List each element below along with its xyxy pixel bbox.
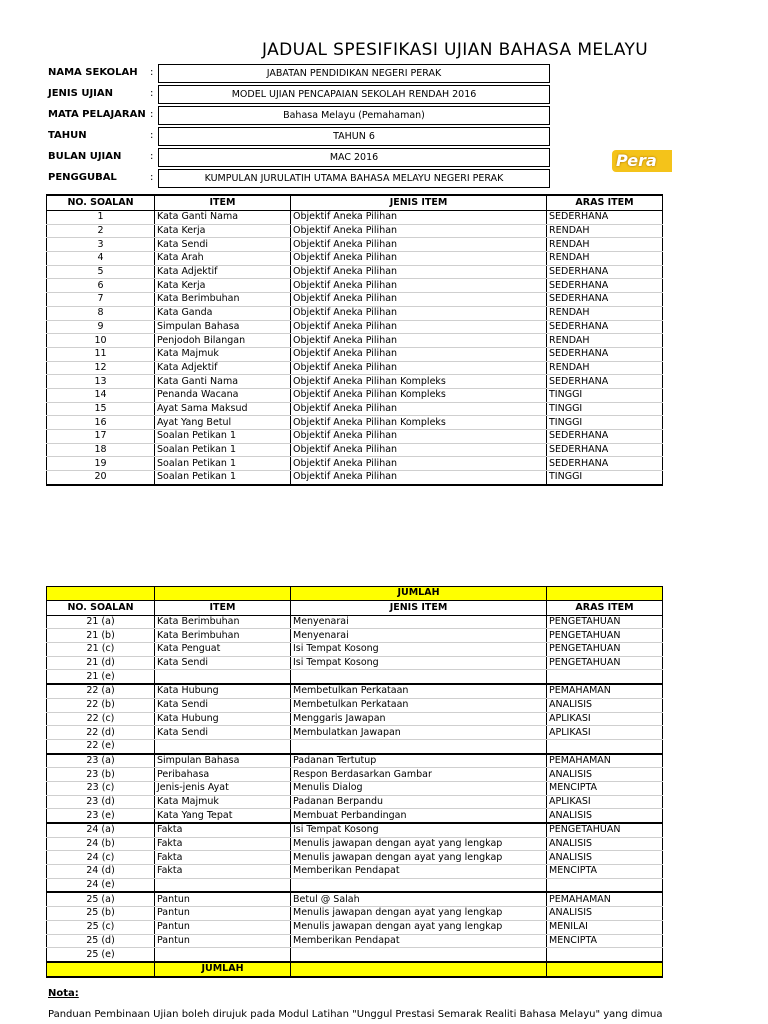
cell-aras-item: RENDAH bbox=[547, 361, 663, 375]
table-row bbox=[47, 375, 663, 389]
cell-no-soalan: 22 (e) bbox=[47, 739, 155, 753]
cell-item: Jenis-jenis Ayat bbox=[155, 781, 291, 795]
jumlah-label: JUMLAH bbox=[291, 587, 547, 601]
cell-no-soalan: 13 bbox=[47, 375, 155, 389]
cell-no-soalan: 12 bbox=[47, 361, 155, 375]
cell-jenis-item: Objektif Aneka Pilihan bbox=[291, 471, 547, 485]
cell-aras-item: MENCIPTA bbox=[547, 934, 663, 948]
cell-jenis-item: Objektif Aneka Pilihan bbox=[291, 320, 547, 334]
table-header-row bbox=[47, 195, 663, 211]
table-row bbox=[47, 643, 663, 657]
cell-jenis-item bbox=[291, 670, 547, 684]
cell-item: Pantun bbox=[155, 934, 291, 948]
table-row bbox=[47, 224, 663, 238]
cell-no-soalan: 15 bbox=[47, 402, 155, 416]
cell-aras-item: SEDERHANA bbox=[547, 320, 663, 334]
cell-aras-item: PENGETAHUAN bbox=[547, 615, 663, 629]
cell-item: Kata Sendi bbox=[155, 726, 291, 740]
cell-aras-item: PENGETAHUAN bbox=[547, 823, 663, 837]
cell-no-soalan: 24 (d) bbox=[47, 865, 155, 879]
cell-aras-item bbox=[547, 948, 663, 962]
cell-jenis-item: Objektif Aneka Pilihan bbox=[291, 361, 547, 375]
cell-aras-item: ANALISIS bbox=[547, 837, 663, 851]
table-row bbox=[47, 670, 663, 684]
cell-aras-item: ANALISIS bbox=[547, 809, 663, 823]
cell-aras-item: RENDAH bbox=[547, 334, 663, 348]
meta-label: PENGGUBAL bbox=[48, 172, 117, 183]
cell-no-soalan: 21 (e) bbox=[47, 670, 155, 684]
header-no-soalan: NO. SOALAN bbox=[47, 600, 155, 615]
meta-colon: : bbox=[150, 130, 154, 141]
cell-item: Kata Ganda bbox=[155, 306, 291, 320]
cell-no-soalan: 22 (d) bbox=[47, 726, 155, 740]
table-row bbox=[47, 656, 663, 670]
cell-aras-item: SEDERHANA bbox=[547, 265, 663, 279]
cell-item bbox=[155, 670, 291, 684]
cell-no-soalan: 21 (c) bbox=[47, 643, 155, 657]
cell-jenis-item bbox=[291, 878, 547, 892]
cell-no-soalan: 20 bbox=[47, 471, 155, 485]
cell-jenis-item: Memberikan Pendapat bbox=[291, 934, 547, 948]
cell-aras-item: MENCIPTA bbox=[547, 865, 663, 879]
cell-aras-item: SEDERHANA bbox=[547, 443, 663, 457]
table-row bbox=[47, 615, 663, 629]
cell-jenis-item: Isi Tempat Kosong bbox=[291, 656, 547, 670]
cell-aras-item: ANALISIS bbox=[547, 851, 663, 865]
cell-aras-item: APLIKASI bbox=[547, 712, 663, 726]
meta-colon: : bbox=[150, 151, 154, 162]
header-aras-item: ARAS ITEM bbox=[547, 600, 663, 615]
table-row bbox=[47, 279, 663, 293]
table-row bbox=[47, 347, 663, 361]
cell-aras-item: APLIKASI bbox=[547, 726, 663, 740]
cell-aras-item bbox=[547, 670, 663, 684]
cell-no-soalan: 18 bbox=[47, 443, 155, 457]
cell-aras-item: SEDERHANA bbox=[547, 293, 663, 307]
cell-no-soalan: 19 bbox=[47, 457, 155, 471]
table-row bbox=[47, 851, 663, 865]
cell-jenis-item: Menulis jawapan dengan ayat yang lengkap bbox=[291, 837, 547, 851]
cell-no-soalan: 21 (b) bbox=[47, 629, 155, 643]
table-row bbox=[47, 416, 663, 430]
meta-value: Bahasa Melayu (Pemahaman) bbox=[158, 106, 550, 125]
table-row bbox=[47, 443, 663, 457]
cell-jenis-item: Objektif Aneka Pilihan Kompleks bbox=[291, 416, 547, 430]
cell-item: Penanda Wacana bbox=[155, 388, 291, 402]
table-row bbox=[47, 754, 663, 768]
cell-jenis-item: Objektif Aneka Pilihan bbox=[291, 224, 547, 238]
cell-no-soalan: 14 bbox=[47, 388, 155, 402]
cell-jenis-item: Padanan Berpandu bbox=[291, 795, 547, 809]
cell-no-soalan: 24 (c) bbox=[47, 851, 155, 865]
cell-jenis-item: Menulis jawapan dengan ayat yang lengkap bbox=[291, 851, 547, 865]
jumlah-label: JUMLAH bbox=[155, 962, 291, 977]
table-row bbox=[47, 823, 663, 837]
cell-item: Kata Adjektif bbox=[155, 265, 291, 279]
table-row bbox=[47, 430, 663, 444]
cell-item: Pantun bbox=[155, 892, 291, 906]
cell-item: Ayat Sama Maksud bbox=[155, 402, 291, 416]
cell-jenis-item: Isi Tempat Kosong bbox=[291, 643, 547, 657]
cell-aras-item: TINGGI bbox=[547, 402, 663, 416]
cell-jenis-item: Memberikan Pendapat bbox=[291, 865, 547, 879]
meta-value: MODEL UJIAN PENCAPAIAN SEKOLAH RENDAH 2016 bbox=[158, 85, 550, 104]
cell-item: Soalan Petikan 1 bbox=[155, 430, 291, 444]
cell-item: Kata Majmuk bbox=[155, 347, 291, 361]
cell-jenis-item: Respon Berdasarkan Gambar bbox=[291, 768, 547, 782]
cell-item: Pantun bbox=[155, 920, 291, 934]
cell-jenis-item: Objektif Aneka Pilihan bbox=[291, 265, 547, 279]
cell-aras-item: ANALISIS bbox=[547, 698, 663, 712]
table-row bbox=[47, 907, 663, 921]
meta-value: MAC 2016 bbox=[158, 148, 550, 167]
table-row bbox=[47, 781, 663, 795]
cell-no-soalan: 24 (e) bbox=[47, 878, 155, 892]
cell-item: Pantun bbox=[155, 907, 291, 921]
cell-aras-item bbox=[547, 739, 663, 753]
cell-aras-item: MENILAI bbox=[547, 920, 663, 934]
cell-jenis-item: Objektif Aneka Pilihan bbox=[291, 430, 547, 444]
header-item: ITEM bbox=[155, 195, 291, 211]
cell-jenis-item: Membulatkan Jawapan bbox=[291, 726, 547, 740]
cell-aras-item: RENDAH bbox=[547, 252, 663, 266]
jumlah-row-bottom bbox=[47, 962, 663, 977]
meta-label: BULAN UJIAN bbox=[48, 151, 122, 162]
meta-colon: : bbox=[150, 109, 154, 120]
cell-no-soalan: 22 (c) bbox=[47, 712, 155, 726]
table-row bbox=[47, 252, 663, 266]
table-row bbox=[47, 471, 663, 485]
jumlah-row-top bbox=[47, 587, 663, 601]
cell-no-soalan: 22 (a) bbox=[47, 684, 155, 698]
header-jenis-item: JENIS ITEM bbox=[291, 195, 547, 211]
table-row bbox=[47, 892, 663, 906]
cell-item: Kata Sendi bbox=[155, 656, 291, 670]
cell-jenis-item bbox=[291, 948, 547, 962]
cell-no-soalan: 25 (b) bbox=[47, 907, 155, 921]
table-row bbox=[47, 306, 663, 320]
cell-aras-item: PEMAHAMAN bbox=[547, 684, 663, 698]
cell-aras-item: MENCIPTA bbox=[547, 781, 663, 795]
cell-aras-item: PENGETAHUAN bbox=[547, 643, 663, 657]
meta-value: TAHUN 6 bbox=[158, 127, 550, 146]
table-row bbox=[47, 712, 663, 726]
cell-aras-item: SEDERHANA bbox=[547, 430, 663, 444]
table-row bbox=[47, 698, 663, 712]
meta-label: JENIS UJIAN bbox=[48, 88, 113, 99]
nota-text: Panduan Pembinaan Ujian boleh dirujuk pada Modul Latihan "Unggul Prestasi Semarak Realiti Bahasa Melayu" yang dimua bbox=[48, 1009, 663, 1020]
cell-item: Kata Ganti Nama bbox=[155, 211, 291, 225]
header-item: ITEM bbox=[155, 600, 291, 615]
meta-value: JABATAN PENDIDIKAN NEGERI PERAK bbox=[158, 64, 550, 83]
cell-aras-item: RENDAH bbox=[547, 224, 663, 238]
cell-jenis-item: Padanan Tertutup bbox=[291, 754, 547, 768]
cell-aras-item: TINGGI bbox=[547, 416, 663, 430]
header-no-soalan: NO. SOALAN bbox=[47, 195, 155, 211]
cell-no-soalan: 7 bbox=[47, 293, 155, 307]
cell-jenis-item: Menyenarai bbox=[291, 629, 547, 643]
cell-item: Soalan Petikan 1 bbox=[155, 457, 291, 471]
cell-jenis-item: Objektif Aneka Pilihan bbox=[291, 238, 547, 252]
cell-item bbox=[155, 739, 291, 753]
cell-no-soalan: 10 bbox=[47, 334, 155, 348]
cell-item: Fakta bbox=[155, 865, 291, 879]
cell-no-soalan: 23 (c) bbox=[47, 781, 155, 795]
cell-no-soalan: 24 (a) bbox=[47, 823, 155, 837]
meta-colon: : bbox=[150, 172, 154, 183]
document-title: JADUAL SPESIFIKASI UJIAN BAHASA MELAYU bbox=[262, 40, 649, 60]
table-row bbox=[47, 320, 663, 334]
cell-no-soalan: 6 bbox=[47, 279, 155, 293]
cell-item: Kata Sendi bbox=[155, 698, 291, 712]
table-row bbox=[47, 726, 663, 740]
cell-jenis-item: Objektif Aneka Pilihan bbox=[291, 457, 547, 471]
cell-jenis-item: Objektif Aneka Pilihan bbox=[291, 334, 547, 348]
cell-aras-item: RENDAH bbox=[547, 306, 663, 320]
table-row bbox=[47, 238, 663, 252]
cell-no-soalan: 25 (c) bbox=[47, 920, 155, 934]
cell-jenis-item: Membetulkan Perkataan bbox=[291, 698, 547, 712]
cell-item: Kata Berimbuhan bbox=[155, 615, 291, 629]
cell-aras-item: APLIKASI bbox=[547, 795, 663, 809]
meta-colon: : bbox=[150, 67, 154, 78]
cell-jenis-item: Menggaris Jawapan bbox=[291, 712, 547, 726]
cell-jenis-item: Objektif Aneka Pilihan bbox=[291, 402, 547, 416]
table-row bbox=[47, 768, 663, 782]
meta-label: TAHUN bbox=[48, 130, 87, 141]
cell-no-soalan: 21 (a) bbox=[47, 615, 155, 629]
cell-item: Simpulan Bahasa bbox=[155, 754, 291, 768]
cell-jenis-item: Isi Tempat Kosong bbox=[291, 823, 547, 837]
cell-item: Kata Ganti Nama bbox=[155, 375, 291, 389]
cell-jenis-item: Menulis jawapan dengan ayat yang lengkap bbox=[291, 920, 547, 934]
table-row bbox=[47, 837, 663, 851]
cell-aras-item: SEDERHANA bbox=[547, 279, 663, 293]
table-row bbox=[47, 388, 663, 402]
cell-aras-item: TINGGI bbox=[547, 388, 663, 402]
cell-no-soalan: 4 bbox=[47, 252, 155, 266]
table-subjektif bbox=[46, 586, 663, 978]
cell-item: Peribahasa bbox=[155, 768, 291, 782]
cell-jenis-item: Objektif Aneka Pilihan bbox=[291, 443, 547, 457]
table-row bbox=[47, 865, 663, 879]
cell-jenis-item bbox=[291, 739, 547, 753]
cell-no-soalan: 1 bbox=[47, 211, 155, 225]
cell-item: Penjodoh Bilangan bbox=[155, 334, 291, 348]
cell-jenis-item: Menulis jawapan dengan ayat yang lengkap bbox=[291, 907, 547, 921]
cell-item: Soalan Petikan 1 bbox=[155, 443, 291, 457]
cell-item: Ayat Yang Betul bbox=[155, 416, 291, 430]
cell-aras-item: SEDERHANA bbox=[547, 457, 663, 471]
cell-jenis-item: Objektif Aneka Pilihan bbox=[291, 306, 547, 320]
cell-jenis-item: Menulis Dialog bbox=[291, 781, 547, 795]
cell-no-soalan: 23 (e) bbox=[47, 809, 155, 823]
cell-jenis-item: Objektif Aneka Pilihan bbox=[291, 293, 547, 307]
cell-no-soalan: 23 (a) bbox=[47, 754, 155, 768]
cell-jenis-item: Objektif Aneka Pilihan Kompleks bbox=[291, 375, 547, 389]
cell-no-soalan: 21 (d) bbox=[47, 656, 155, 670]
cell-item: Kata Sendi bbox=[155, 238, 291, 252]
cell-jenis-item: Objektif Aneka Pilihan bbox=[291, 211, 547, 225]
cell-aras-item: RENDAH bbox=[547, 238, 663, 252]
cell-no-soalan: 16 bbox=[47, 416, 155, 430]
cell-aras-item: ANALISIS bbox=[547, 768, 663, 782]
cell-aras-item: TINGGI bbox=[547, 471, 663, 485]
table-row bbox=[47, 920, 663, 934]
cell-no-soalan: 3 bbox=[47, 238, 155, 252]
logo: Pera bbox=[612, 150, 672, 172]
cell-aras-item: ANALISIS bbox=[547, 907, 663, 921]
cell-jenis-item: Objektif Aneka Pilihan bbox=[291, 347, 547, 361]
table-row bbox=[47, 211, 663, 225]
cell-no-soalan: 2 bbox=[47, 224, 155, 238]
cell-aras-item: SEDERHANA bbox=[547, 211, 663, 225]
cell-no-soalan: 25 (e) bbox=[47, 948, 155, 962]
table-row bbox=[47, 739, 663, 753]
cell-aras-item: SEDERHANA bbox=[547, 375, 663, 389]
header-jenis-item: JENIS ITEM bbox=[291, 600, 547, 615]
cell-no-soalan: 25 (d) bbox=[47, 934, 155, 948]
cell-jenis-item: Menyenarai bbox=[291, 615, 547, 629]
cell-item: Fakta bbox=[155, 837, 291, 851]
table-row bbox=[47, 361, 663, 375]
cell-item: Fakta bbox=[155, 851, 291, 865]
cell-aras-item: PENGETAHUAN bbox=[547, 656, 663, 670]
cell-no-soalan: 24 (b) bbox=[47, 837, 155, 851]
cell-item: Kata Adjektif bbox=[155, 361, 291, 375]
table-row bbox=[47, 334, 663, 348]
nota-heading: Nota: bbox=[48, 988, 79, 999]
cell-aras-item: PEMAHAMAN bbox=[547, 754, 663, 768]
table-row bbox=[47, 934, 663, 948]
cell-no-soalan: 11 bbox=[47, 347, 155, 361]
cell-aras-item: PENGETAHUAN bbox=[547, 629, 663, 643]
cell-item: Kata Kerja bbox=[155, 224, 291, 238]
cell-item: Soalan Petikan 1 bbox=[155, 471, 291, 485]
meta-label: MATA PELAJARAN bbox=[48, 109, 146, 120]
table-row bbox=[47, 629, 663, 643]
cell-item: Simpulan Bahasa bbox=[155, 320, 291, 334]
cell-item bbox=[155, 948, 291, 962]
cell-no-soalan: 25 (a) bbox=[47, 892, 155, 906]
cell-jenis-item: Objektif Aneka Pilihan Kompleks bbox=[291, 388, 547, 402]
cell-item: Kata Berimbuhan bbox=[155, 629, 291, 643]
table-row bbox=[47, 878, 663, 892]
cell-item: Kata Berimbuhan bbox=[155, 293, 291, 307]
cell-jenis-item: Membetulkan Perkataan bbox=[291, 684, 547, 698]
table-row bbox=[47, 684, 663, 698]
cell-aras-item: SEDERHANA bbox=[547, 347, 663, 361]
meta-value: KUMPULAN JURULATIH UTAMA BAHASA MELAYU NEGERI PERAK bbox=[158, 169, 550, 188]
cell-item: Kata Hubung bbox=[155, 684, 291, 698]
cell-no-soalan: 23 (b) bbox=[47, 768, 155, 782]
cell-item: Kata Majmuk bbox=[155, 795, 291, 809]
cell-jenis-item: Betul @ Salah bbox=[291, 892, 547, 906]
table-row bbox=[47, 265, 663, 279]
table-row bbox=[47, 809, 663, 823]
cell-item: Kata Penguat bbox=[155, 643, 291, 657]
cell-no-soalan: 8 bbox=[47, 306, 155, 320]
cell-no-soalan: 9 bbox=[47, 320, 155, 334]
table-row bbox=[47, 457, 663, 471]
meta-label: NAMA SEKOLAH bbox=[48, 67, 138, 78]
table-header-row bbox=[47, 600, 663, 615]
cell-no-soalan: 5 bbox=[47, 265, 155, 279]
header-aras-item: ARAS ITEM bbox=[547, 195, 663, 211]
cell-item bbox=[155, 878, 291, 892]
cell-item: Kata Arah bbox=[155, 252, 291, 266]
meta-colon: : bbox=[150, 88, 154, 99]
table-row bbox=[47, 948, 663, 962]
cell-item: Fakta bbox=[155, 823, 291, 837]
cell-aras-item: PEMAHAMAN bbox=[547, 892, 663, 906]
cell-jenis-item: Objektif Aneka Pilihan bbox=[291, 252, 547, 266]
cell-no-soalan: 22 (b) bbox=[47, 698, 155, 712]
cell-no-soalan: 23 (d) bbox=[47, 795, 155, 809]
cell-item: Kata Hubung bbox=[155, 712, 291, 726]
table-row bbox=[47, 402, 663, 416]
cell-no-soalan: 17 bbox=[47, 430, 155, 444]
cell-jenis-item: Membuat Perbandingan bbox=[291, 809, 547, 823]
table-row bbox=[47, 795, 663, 809]
cell-aras-item bbox=[547, 878, 663, 892]
table-objektif bbox=[46, 194, 663, 486]
cell-jenis-item: Objektif Aneka Pilihan bbox=[291, 279, 547, 293]
table-row bbox=[47, 293, 663, 307]
cell-item: Kata Kerja bbox=[155, 279, 291, 293]
cell-item: Kata Yang Tepat bbox=[155, 809, 291, 823]
